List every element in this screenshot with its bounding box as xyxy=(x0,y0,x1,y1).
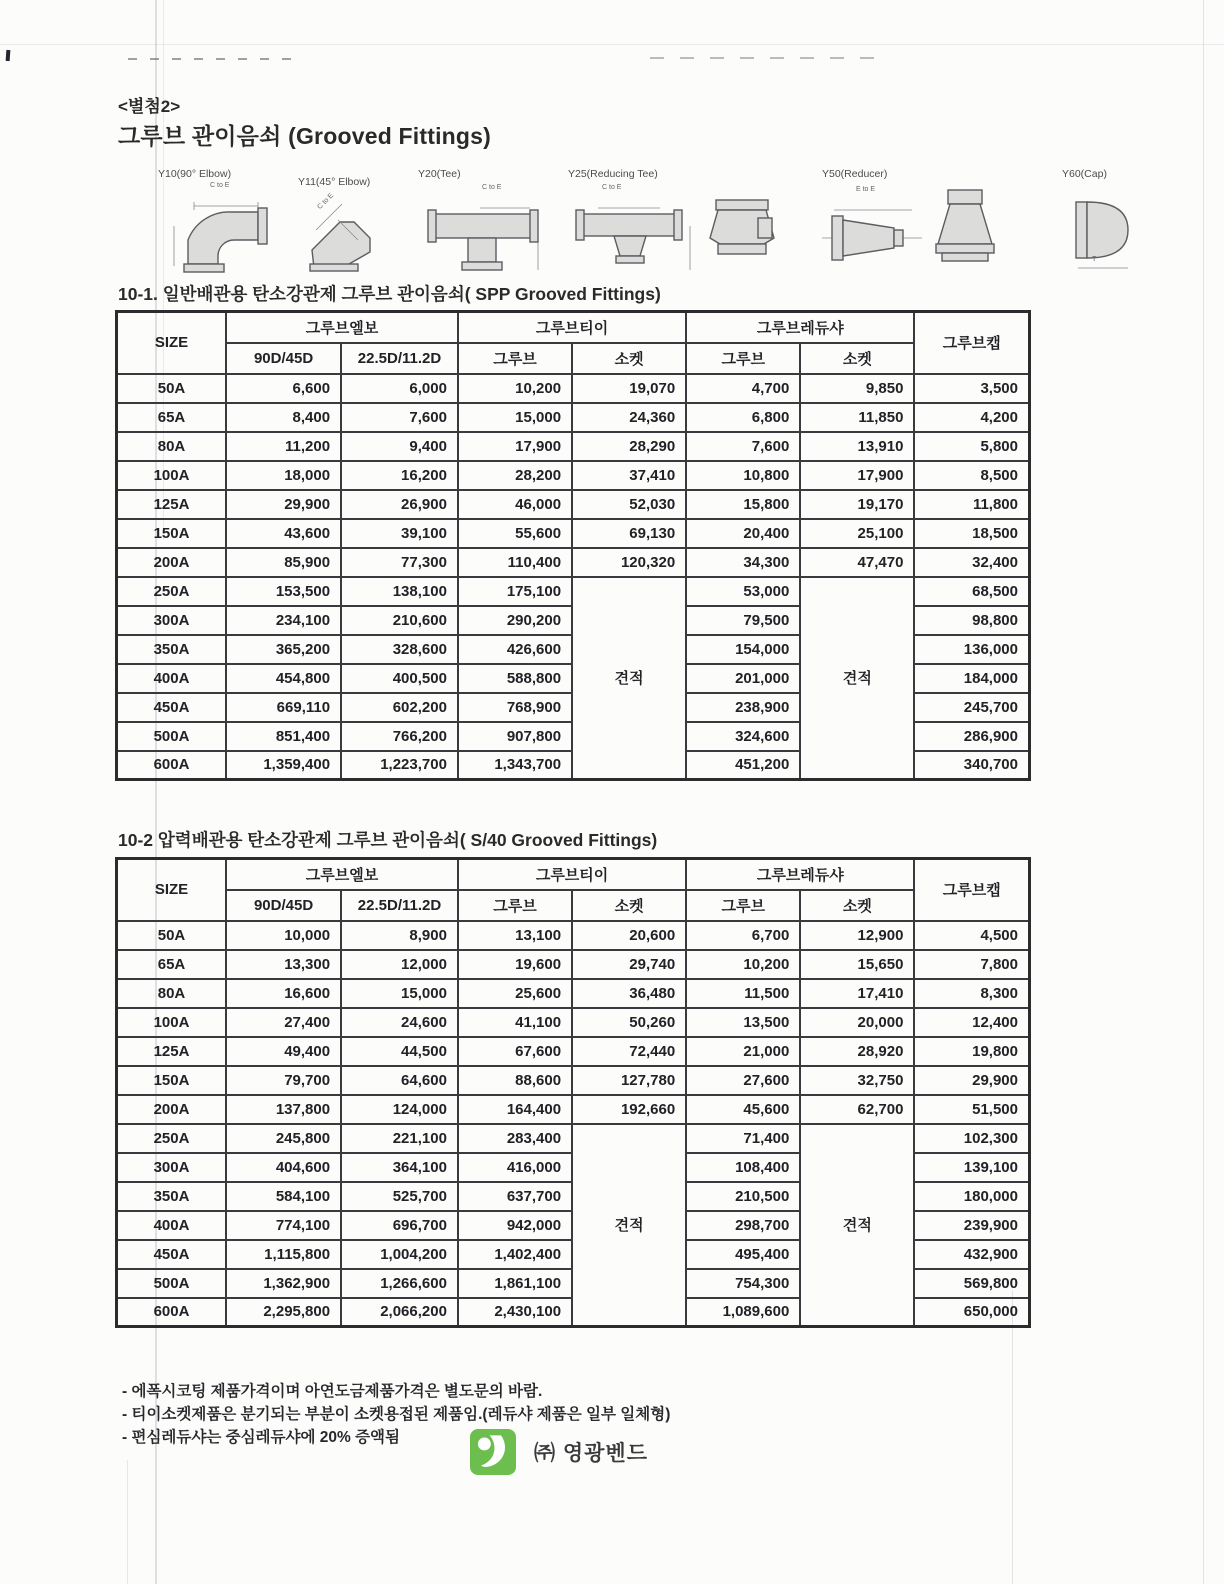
col-subheader: 22.5D/11.2D xyxy=(341,890,458,921)
price-cell: 68,500 xyxy=(914,577,1029,606)
price-cell: 1,266,600 xyxy=(341,1269,458,1298)
price-cell: 669,110 xyxy=(226,693,341,722)
size-cell: 150A xyxy=(117,1066,227,1095)
col-subheader: 22.5D/11.2D xyxy=(341,343,458,374)
table-row xyxy=(117,1095,1030,1124)
price-cell: 17,900 xyxy=(458,432,572,461)
price-cell: 20,000 xyxy=(800,1008,914,1037)
price-cell: 13,910 xyxy=(800,432,914,461)
table-row xyxy=(117,1037,1030,1066)
price-cell: 1,115,800 xyxy=(226,1240,341,1269)
table-row xyxy=(117,519,1030,548)
table-row xyxy=(117,1066,1030,1095)
price-cell: 328,600 xyxy=(341,635,458,664)
price-cell: 44,500 xyxy=(341,1037,458,1066)
price-cell: 29,900 xyxy=(226,490,341,519)
size-cell: 100A xyxy=(117,1008,227,1037)
size-cell: 350A xyxy=(117,635,227,664)
price-cell: 153,500 xyxy=(226,577,341,606)
price-cell: 110,400 xyxy=(458,548,572,577)
price-cell: 12,000 xyxy=(341,950,458,979)
price-cell: 1,223,700 xyxy=(341,751,458,780)
price-cell: 49,400 xyxy=(226,1037,341,1066)
price-cell: 26,900 xyxy=(341,490,458,519)
table-row xyxy=(117,490,1030,519)
price-cell: 1,004,200 xyxy=(341,1240,458,1269)
size-cell: 125A xyxy=(117,1037,227,1066)
price-cell: 1,861,100 xyxy=(458,1269,572,1298)
dimension-label: C to E xyxy=(602,184,622,191)
price-cell: 3,500 xyxy=(914,374,1029,403)
diagram-y11-45-elbow xyxy=(298,176,402,276)
price-cell: 164,400 xyxy=(458,1095,572,1124)
price-cell: 180,000 xyxy=(914,1182,1029,1211)
price-cell: 32,400 xyxy=(914,548,1029,577)
price-cell: 11,800 xyxy=(914,490,1029,519)
price-cell: 234,100 xyxy=(226,606,341,635)
col-subheader: 소켓 xyxy=(572,343,686,374)
diagram-y10-90-elbow xyxy=(158,168,284,277)
quote-merged-cell: 견적 xyxy=(800,577,914,780)
col-subheader: 그루브 xyxy=(458,343,572,374)
size-cell: 65A xyxy=(117,950,227,979)
price-cell: 404,600 xyxy=(226,1153,341,1182)
diagram-label: Y60(Cap) xyxy=(1062,168,1107,180)
size-cell: 600A xyxy=(117,1298,227,1327)
price-cell: 6,000 xyxy=(341,374,458,403)
price-cell: 851,400 xyxy=(226,722,341,751)
price-cell: 4,200 xyxy=(914,403,1029,432)
price-cell: 432,900 xyxy=(914,1240,1029,1269)
size-cell: 300A xyxy=(117,1153,227,1182)
price-cell: 7,800 xyxy=(914,950,1029,979)
col-subheader: 그루브 xyxy=(686,343,800,374)
footnote-item: - 편심레듀샤는 중심레듀샤에 20% 증액됨 xyxy=(122,1429,401,1446)
col-subheader: 90D/45D xyxy=(226,890,341,921)
price-cell: 201,000 xyxy=(686,664,800,693)
col-subheader: 소켓 xyxy=(572,890,686,921)
price-cell: 1,362,900 xyxy=(226,1269,341,1298)
price-cell: 4,700 xyxy=(686,374,800,403)
dimension-label: C to E xyxy=(482,184,502,191)
price-cell: 1,343,700 xyxy=(458,751,572,780)
size-cell: 400A xyxy=(117,1211,227,1240)
price-cell: 15,800 xyxy=(686,490,800,519)
price-cell: 283,400 xyxy=(458,1124,572,1153)
price-cell: 120,320 xyxy=(572,548,686,577)
price-cell: 15,650 xyxy=(800,950,914,979)
price-cell: 34,300 xyxy=(686,548,800,577)
col-header-cap: 그루브캡 xyxy=(914,859,1029,921)
scan-artifact-line xyxy=(0,44,1224,45)
price-cell: 768,900 xyxy=(458,693,572,722)
footnote-item: - 티이소켓제품은 분기되는 부분이 소켓용접된 제품임.(레듀샤 제품은 일부 일체형) xyxy=(122,1406,671,1423)
price-cell: 136,000 xyxy=(914,635,1029,664)
company-logo-row xyxy=(470,1428,648,1476)
col-header-size: SIZE xyxy=(117,312,227,374)
price-cell: 8,400 xyxy=(226,403,341,432)
price-cell: 192,660 xyxy=(572,1095,686,1124)
price-cell: 45,600 xyxy=(686,1095,800,1124)
price-cell: 52,030 xyxy=(572,490,686,519)
price-cell: 29,740 xyxy=(572,950,686,979)
price-cell: 17,410 xyxy=(800,979,914,1008)
size-cell: 50A xyxy=(117,374,227,403)
price-cell: 754,300 xyxy=(686,1269,800,1298)
price-cell: 88,600 xyxy=(458,1066,572,1095)
price-cell: 1,359,400 xyxy=(226,751,341,780)
table-row xyxy=(117,548,1030,577)
price-cell: 10,200 xyxy=(458,374,572,403)
company-logo-icon xyxy=(470,1428,516,1476)
col-subheader: 그루브 xyxy=(686,890,800,921)
price-cell: 5,800 xyxy=(914,432,1029,461)
price-cell: 8,900 xyxy=(341,921,458,950)
diagram-label: Y50(Reducer) xyxy=(822,168,888,180)
price-cell: 16,600 xyxy=(226,979,341,1008)
price-cell: 53,000 xyxy=(686,577,800,606)
price-cell: 18,000 xyxy=(226,461,341,490)
price-cell: 19,070 xyxy=(572,374,686,403)
table-row xyxy=(117,979,1030,1008)
size-cell: 450A xyxy=(117,693,227,722)
price-cell: 221,100 xyxy=(341,1124,458,1153)
col-header-tee: 그루브티이 xyxy=(458,859,686,890)
price-cell: 451,200 xyxy=(686,751,800,780)
price-cell: 43,600 xyxy=(226,519,341,548)
table-row xyxy=(117,432,1030,461)
price-cell: 400,500 xyxy=(341,664,458,693)
price-cell: 298,700 xyxy=(686,1211,800,1240)
price-cell: 139,100 xyxy=(914,1153,1029,1182)
price-cell: 41,100 xyxy=(458,1008,572,1037)
page-title: 그루브 관이음쇠 (Grooved Fittings) xyxy=(118,123,492,149)
diagram-y20-tee xyxy=(418,168,550,277)
price-cell: 24,360 xyxy=(572,403,686,432)
quote-merged-cell: 견적 xyxy=(572,577,686,780)
tee-drawing xyxy=(418,182,550,277)
size-cell: 100A xyxy=(117,461,227,490)
cap-drawing xyxy=(1062,182,1148,277)
table-row xyxy=(117,950,1030,979)
price-cell: 416,000 xyxy=(458,1153,572,1182)
price-cell: 454,800 xyxy=(226,664,341,693)
elbow-45-drawing xyxy=(298,190,402,276)
price-cell: 15,000 xyxy=(341,979,458,1008)
price-cell: 13,300 xyxy=(226,950,341,979)
size-cell: 65A xyxy=(117,403,227,432)
quote-merged-cell: 견적 xyxy=(572,1124,686,1327)
price-cell: 525,700 xyxy=(341,1182,458,1211)
price-cell: 365,200 xyxy=(226,635,341,664)
price-cell: 154,000 xyxy=(686,635,800,664)
price-cell: 27,600 xyxy=(686,1066,800,1095)
col-header-cap: 그루브캡 xyxy=(914,312,1029,374)
price-cell: 426,600 xyxy=(458,635,572,664)
price-cell: 602,200 xyxy=(341,693,458,722)
table-row xyxy=(117,921,1030,950)
scan-smudge xyxy=(128,58,298,60)
price-cell: 588,800 xyxy=(458,664,572,693)
size-cell: 300A xyxy=(117,606,227,635)
price-cell: 907,800 xyxy=(458,722,572,751)
elbow-90-drawing xyxy=(158,182,284,277)
diagram-y50-reducer xyxy=(822,168,1018,277)
price-cell: 20,600 xyxy=(572,921,686,950)
price-cell: 637,700 xyxy=(458,1182,572,1211)
size-cell: 250A xyxy=(117,1124,227,1153)
price-cell: 774,100 xyxy=(226,1211,341,1240)
size-cell: 125A xyxy=(117,490,227,519)
diagram-label: Y10(90° Elbow) xyxy=(158,168,232,180)
price-cell: 584,100 xyxy=(226,1182,341,1211)
price-cell: 19,800 xyxy=(914,1037,1029,1066)
price-cell: 15,000 xyxy=(458,403,572,432)
price-cell: 942,000 xyxy=(458,1211,572,1240)
price-table-10-1-wrap xyxy=(115,310,1031,781)
col-header-tee: 그루브티이 xyxy=(458,312,686,343)
price-cell: 28,920 xyxy=(800,1037,914,1066)
price-table-10-2-wrap xyxy=(115,857,1031,1328)
price-cell: 137,800 xyxy=(226,1095,341,1124)
price-cell: 71,400 xyxy=(686,1124,800,1153)
price-cell: 36,480 xyxy=(572,979,686,1008)
price-cell: 79,700 xyxy=(226,1066,341,1095)
price-cell: 102,300 xyxy=(914,1124,1029,1153)
col-subheader: 90D/45D xyxy=(226,343,341,374)
size-cell: 200A xyxy=(117,548,227,577)
price-cell: 1,089,600 xyxy=(686,1298,800,1327)
scan-smudge xyxy=(650,57,890,59)
price-cell: 7,600 xyxy=(686,432,800,461)
price-cell: 98,800 xyxy=(914,606,1029,635)
price-cell: 17,900 xyxy=(800,461,914,490)
price-cell: 28,200 xyxy=(458,461,572,490)
price-cell: 13,100 xyxy=(458,921,572,950)
price-cell: 6,700 xyxy=(686,921,800,950)
price-cell: 55,600 xyxy=(458,519,572,548)
price-cell: 9,400 xyxy=(341,432,458,461)
size-cell: 150A xyxy=(117,519,227,548)
price-cell: 11,500 xyxy=(686,979,800,1008)
price-cell: 62,700 xyxy=(800,1095,914,1124)
col-header-size: SIZE xyxy=(117,859,227,921)
size-cell: 500A xyxy=(117,722,227,751)
col-header-elbow: 그루브엘보 xyxy=(226,859,458,890)
col-subheader: 소켓 xyxy=(800,890,914,921)
reducer-drawing xyxy=(822,182,1018,277)
col-subheader: 소켓 xyxy=(800,343,914,374)
price-cell: 37,410 xyxy=(572,461,686,490)
price-cell: 64,600 xyxy=(341,1066,458,1095)
price-cell: 364,100 xyxy=(341,1153,458,1182)
price-cell: 210,500 xyxy=(686,1182,800,1211)
price-cell: 290,200 xyxy=(458,606,572,635)
price-cell: 9,850 xyxy=(800,374,914,403)
price-cell: 10,000 xyxy=(226,921,341,950)
price-cell: 72,440 xyxy=(572,1037,686,1066)
price-table-10-2 xyxy=(115,857,1031,1328)
company-name: ㈜ 영광벤드 xyxy=(534,1442,648,1465)
price-cell: 124,000 xyxy=(341,1095,458,1124)
price-cell: 1,402,400 xyxy=(458,1240,572,1269)
price-cell: 184,000 xyxy=(914,664,1029,693)
diagram-label: Y25(Reducing Tee) xyxy=(568,168,658,180)
price-cell: 79,500 xyxy=(686,606,800,635)
section-title-10-1: 10-1. 일반배관용 탄소강관제 그루브 관이음쇠( SPP Grooved Fittings) xyxy=(118,284,661,304)
size-cell: 500A xyxy=(117,1269,227,1298)
price-cell: 6,600 xyxy=(226,374,341,403)
footnote-item: - 에폭시코팅 제품가격이며 아연도금제품가격은 별도문의 바람. xyxy=(122,1383,543,1400)
price-cell: 8,500 xyxy=(914,461,1029,490)
price-cell: 210,600 xyxy=(341,606,458,635)
price-cell: 6,800 xyxy=(686,403,800,432)
reducing-tee-drawing xyxy=(568,182,780,277)
price-cell: 495,400 xyxy=(686,1240,800,1269)
price-cell: 12,400 xyxy=(914,1008,1029,1037)
price-cell: 650,000 xyxy=(914,1298,1029,1327)
table-row xyxy=(117,577,1030,606)
scan-fold-line xyxy=(155,0,157,1584)
col-header-elbow: 그루브엘보 xyxy=(226,312,458,343)
dimension-label: E to E xyxy=(856,186,876,193)
diagram-label: Y20(Tee) xyxy=(418,168,461,180)
price-cell: 16,200 xyxy=(341,461,458,490)
price-cell: 28,290 xyxy=(572,432,686,461)
size-cell: 250A xyxy=(117,577,227,606)
price-cell: 245,700 xyxy=(914,693,1029,722)
price-cell: 18,500 xyxy=(914,519,1029,548)
price-cell: 2,430,100 xyxy=(458,1298,572,1327)
price-cell: 47,470 xyxy=(800,548,914,577)
col-subheader: 그루브 xyxy=(458,890,572,921)
price-cell: 10,200 xyxy=(686,950,800,979)
price-cell: 239,900 xyxy=(914,1211,1029,1240)
price-cell: 4,500 xyxy=(914,921,1029,950)
price-cell: 20,400 xyxy=(686,519,800,548)
diagram-y60-cap xyxy=(1062,168,1148,277)
diagram-y25-reducing-tee xyxy=(568,168,780,277)
dimension-label: T xyxy=(1092,256,1097,263)
price-cell: 569,800 xyxy=(914,1269,1029,1298)
price-cell: 696,700 xyxy=(341,1211,458,1240)
price-cell: 24,600 xyxy=(341,1008,458,1037)
col-header-reducer: 그루브레듀샤 xyxy=(686,312,914,343)
size-cell: 80A xyxy=(117,979,227,1008)
price-cell: 10,800 xyxy=(686,461,800,490)
price-cell: 27,400 xyxy=(226,1008,341,1037)
price-cell: 2,066,200 xyxy=(341,1298,458,1327)
price-cell: 32,750 xyxy=(800,1066,914,1095)
price-cell: 11,200 xyxy=(226,432,341,461)
scan-ink-mark xyxy=(6,50,11,61)
price-cell: 67,600 xyxy=(458,1037,572,1066)
table-row xyxy=(117,1124,1030,1153)
price-cell: 175,100 xyxy=(458,577,572,606)
price-cell: 46,000 xyxy=(458,490,572,519)
price-cell: 8,300 xyxy=(914,979,1029,1008)
price-cell: 77,300 xyxy=(341,548,458,577)
price-cell: 19,600 xyxy=(458,950,572,979)
price-cell: 138,100 xyxy=(341,577,458,606)
price-cell: 39,100 xyxy=(341,519,458,548)
size-cell: 200A xyxy=(117,1095,227,1124)
price-cell: 19,170 xyxy=(800,490,914,519)
price-cell: 12,900 xyxy=(800,921,914,950)
dimension-label: C to E xyxy=(210,182,230,189)
table-row xyxy=(117,403,1030,432)
table-row xyxy=(117,374,1030,403)
price-cell: 245,800 xyxy=(226,1124,341,1153)
price-cell: 2,295,800 xyxy=(226,1298,341,1327)
price-cell: 11,850 xyxy=(800,403,914,432)
size-cell: 80A xyxy=(117,432,227,461)
price-cell: 25,600 xyxy=(458,979,572,1008)
price-cell: 51,500 xyxy=(914,1095,1029,1124)
size-cell: 50A xyxy=(117,921,227,950)
attachment-label: <별첨2> xyxy=(118,97,181,116)
size-cell: 600A xyxy=(117,751,227,780)
size-cell: 450A xyxy=(117,1240,227,1269)
quote-merged-cell: 견적 xyxy=(800,1124,914,1327)
table-row xyxy=(117,1008,1030,1037)
diagram-label: Y11(45° Elbow) xyxy=(298,176,371,188)
scan-fold-line xyxy=(127,1460,128,1584)
dimension-label: C to E xyxy=(316,192,336,211)
price-cell: 324,600 xyxy=(686,722,800,751)
price-cell: 25,100 xyxy=(800,519,914,548)
section-title-10-2: 10-2 압력배관용 탄소강관제 그루브 관이음쇠( S/40 Grooved Fittings) xyxy=(118,830,658,850)
price-cell: 286,900 xyxy=(914,722,1029,751)
price-cell: 340,700 xyxy=(914,751,1029,780)
price-cell: 21,000 xyxy=(686,1037,800,1066)
scan-fold-line xyxy=(1012,1290,1013,1584)
price-cell: 127,780 xyxy=(572,1066,686,1095)
price-cell: 108,400 xyxy=(686,1153,800,1182)
price-table-10-1 xyxy=(115,310,1031,781)
fitting-diagrams xyxy=(158,168,1107,277)
size-cell: 400A xyxy=(117,664,227,693)
scan-page-edge xyxy=(1203,0,1204,1584)
price-cell: 13,500 xyxy=(686,1008,800,1037)
price-cell: 238,900 xyxy=(686,693,800,722)
price-cell: 50,260 xyxy=(572,1008,686,1037)
table-row xyxy=(117,461,1030,490)
price-cell: 85,900 xyxy=(226,548,341,577)
size-cell: 350A xyxy=(117,1182,227,1211)
price-cell: 29,900 xyxy=(914,1066,1029,1095)
price-cell: 7,600 xyxy=(341,403,458,432)
price-cell: 69,130 xyxy=(572,519,686,548)
price-cell: 766,200 xyxy=(341,722,458,751)
col-header-reducer: 그루브레듀샤 xyxy=(686,859,914,890)
